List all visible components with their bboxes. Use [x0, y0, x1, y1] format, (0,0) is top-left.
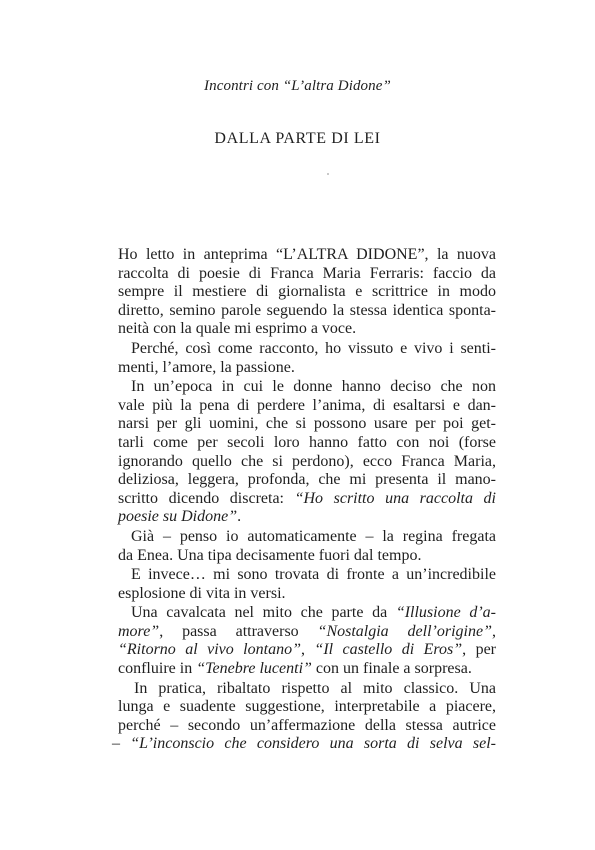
text-segment: vale più la pena di perdere l’anima, di esaltarsi e dan-	[118, 396, 496, 414]
text-segment: , passa attraverso	[159, 622, 318, 640]
text-line	[118, 320, 496, 339]
text-segment: da Enea. Una tipa decisamente fuori dal tempo.	[118, 546, 422, 564]
text-line	[118, 302, 496, 321]
text-segment: ,	[300, 641, 315, 659]
text-segment: Perché, così come racconto, ho vissuto e vivo i senti-	[131, 339, 496, 357]
text-line	[118, 453, 496, 472]
text-line	[118, 378, 496, 397]
text-segment: neità con la quale mi esprimo a voce.	[118, 320, 357, 338]
text-segment: diretto, semino parole seguendo la stessa identica sponta-	[118, 301, 496, 319]
text-segment: In un’epoca in cui le donne hanno deciso che non	[131, 378, 496, 396]
text-segment: In pratica, ribaltato rispetto al mito classico. Una	[134, 679, 496, 697]
page-title: DALLA PARTE DI LEI	[214, 130, 381, 147]
text-line	[118, 265, 496, 284]
text-line	[118, 641, 496, 660]
text-line	[118, 717, 496, 736]
text-segment: sempre il mestiere di giornalista e scrittrice in modo	[118, 283, 496, 301]
text-line	[118, 471, 496, 490]
text-segment: Già – penso io automaticamente – la regina fregata	[131, 527, 496, 545]
text-line	[118, 508, 496, 527]
text-segment: deliziosa, leggera, profonda, che mi presenta il mano-	[118, 471, 496, 489]
text-segment: .	[237, 508, 242, 526]
text-segment: , per	[462, 641, 497, 659]
text-line	[118, 660, 496, 679]
text-segment: scritto dicendo discreta:	[118, 489, 295, 507]
text-segment: menti, l’amore, la passione.	[118, 358, 295, 376]
text-segment: narsi per gli uomini, che si possono usare per poi get-	[118, 415, 496, 433]
text-line	[112, 735, 496, 754]
text-segment: ignorando quello che si perdono), ecco Franca Maria,	[118, 452, 496, 470]
text-line	[118, 623, 496, 642]
text-line	[118, 434, 496, 453]
italic-quote: “Tenebre lucenti”	[196, 660, 312, 678]
page-subtitle: Incontri con “L’altra Didone”	[204, 78, 391, 94]
text-line	[118, 283, 496, 302]
text-segment: ,	[492, 622, 496, 640]
italic-quote: “Ritorno al vivo lontano”	[118, 641, 301, 659]
text-line	[118, 246, 496, 265]
text-segment: E invece… mi sono trovata di fronte a un’incredibile	[131, 566, 496, 584]
text-line	[118, 340, 496, 359]
italic-quote: “L’inconscio che considero una sorta di selva sel-	[130, 735, 496, 753]
text-segment: tarli come per secoli loro hanno fatto con noi (forse	[118, 433, 496, 451]
text-segment: Ho letto in anteprima “L’ALTRA DIDONE”, la nuova	[118, 246, 496, 263]
italic-quote: “Ho scritto una raccolta di	[294, 489, 496, 507]
text-line	[118, 397, 496, 416]
italic-quote: “Nostalgia dell’origine”	[317, 622, 492, 640]
text-line	[118, 698, 496, 717]
text-line	[118, 528, 496, 547]
italic-quote: more”	[118, 622, 160, 640]
italic-quote: poesie su Didone”	[118, 508, 238, 526]
text-segment: con un finale a sorpresa.	[311, 660, 472, 678]
text-segment: Una cavalcata nel mito che parte da	[131, 604, 396, 622]
print-speck	[327, 173, 329, 175]
italic-quote: “Il castello di Eros”	[314, 641, 463, 659]
text-line	[118, 585, 496, 604]
text-line	[118, 604, 496, 623]
text-line	[118, 547, 496, 566]
text-segment: confluire in	[118, 660, 197, 678]
body-text	[112, 246, 497, 754]
text-line	[118, 490, 496, 509]
text-segment: raccolta di poesie di Franca Maria Ferraris: faccio da	[118, 264, 496, 282]
text-segment: lunga e suadente suggestione, interpretabile a piacere,	[118, 698, 496, 716]
italic-quote: “Illusione d’a-	[395, 604, 496, 622]
text-line	[118, 359, 496, 378]
text-line	[118, 680, 496, 699]
text-segment: –	[112, 735, 131, 753]
text-segment: perché – secondo un’affermazione della stessa autrice	[118, 716, 496, 734]
text-line	[118, 415, 496, 434]
text-line	[118, 566, 496, 585]
text-segment: esplosione di vita in versi.	[118, 584, 286, 602]
